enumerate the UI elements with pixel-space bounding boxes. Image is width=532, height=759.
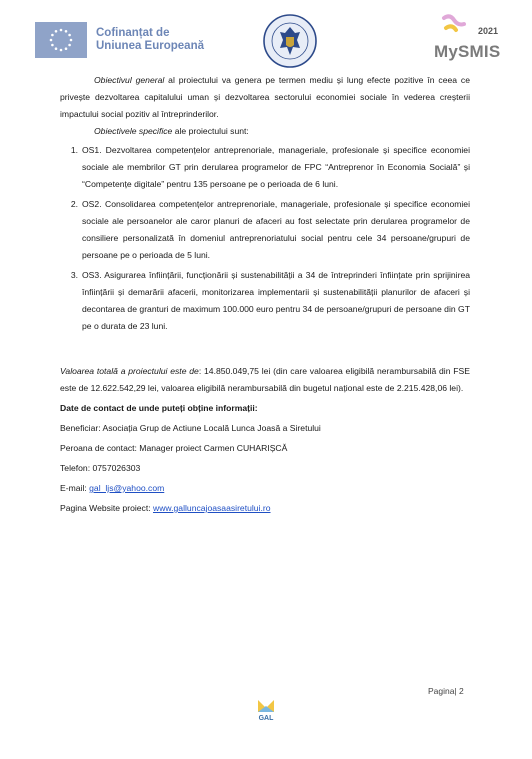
list-item — [60, 142, 470, 193]
list-item — [60, 196, 470, 264]
objectives-list — [60, 142, 470, 335]
project-value-paragraph — [60, 363, 470, 397]
document-body — [60, 72, 470, 517]
gal-logo — [253, 696, 279, 726]
eu-text-line2: Uniunea Europeană — [96, 40, 204, 52]
list-item-text: OS1. Dezvoltarea competențelor antreprenoriale, manageriale, profesionale și specifice economiei sociale ale membrilor GT prin derularea programelor de FPC “Antreprenor în Economia Socială” și “Competențe digitale” pentru 135 persoane pe o perioada de 6 luni. — [82, 145, 470, 189]
contact-beneficiary: Beneficiar: Asociația Grup de Actiune Locală Lunca Joasă a Siretului — [60, 423, 321, 433]
contact-website-label: Pagina Website proiect: — [60, 503, 153, 513]
gal-logo-text: GAL — [258, 715, 274, 722]
email-link[interactable]: gal_ljs@yahoo.com — [89, 483, 165, 493]
eu-flag-icon — [35, 22, 87, 58]
general-objective-text: al proiectului va genera pe termen mediu și lung efecte pozitive în ceea ce privește dezvoltarea capitalului uman și dezvoltarea sectorului economiei sociale în vederea creșterii impactului social pozitiv al întreprinderilor. — [60, 75, 470, 119]
eu-cofinancing-logo — [35, 22, 204, 58]
page-number: Pagina| 2 — [428, 686, 464, 696]
document-header — [0, 0, 532, 70]
list-item-text: OS2. Consolidarea competențelor antreprenoriale, manageriale, profesionale și specifice economiei sociale ale persoanelor ale caror planuri de afaceri au fost selectate prin derularea programelor de consiliere personalizată în domeniul antreprenoriatului social pentru cele 34 persoane/grupuri de persoane pe o perioada de 5 luni. — [82, 199, 470, 260]
general-objective-label: Obiectivul general — [94, 75, 165, 85]
specific-objectives-label: Obiectivele specifice — [94, 126, 173, 136]
eu-text — [96, 27, 204, 53]
mysmis-year: 2021 — [477, 26, 498, 36]
contact-phone: Telefon: 0757026303 — [60, 463, 141, 473]
project-value-text: : 14.850.049,75 lei (din care valoarea eligibilă nerambursabilă din FSE este de 12.622.542,29 lei, valoarea eligibilă nerambursabilă din bugetul național este de 2.215.428,06 lei). — [60, 366, 470, 393]
list-item-number: 3. — [70, 270, 78, 280]
contact-heading: Date de contact de unde puteți obține informații: — [60, 403, 258, 413]
project-value-label: Valoarea totală a proiectului este de — [60, 366, 199, 376]
list-item-number: 2. — [70, 199, 78, 209]
website-link[interactable]: www.galluncajoasaasiretului.ro — [153, 503, 271, 513]
contact-website-line — [60, 500, 470, 517]
list-item — [60, 267, 470, 335]
mysmis-name: MySMIS — [434, 42, 501, 61]
eu-text-line1: Cofinanțat de — [96, 27, 170, 39]
contact-email-label: E-mail: — [60, 483, 90, 493]
mysmis-symbol-icon — [440, 14, 470, 40]
romanian-government-logo — [262, 13, 318, 69]
list-item-text: OS3. Asigurarea înființării, funcționării și sustenabilității a 34 de întreprinderi înființate prin sprijinirea înființării și demarării afacerii, monitorizarea implementarii și sustenabilității planurilor de afaceri și decontarea de granturi de maximum 100.000 euro pentru 34 de persoane/grupuri de persoane din GT pe o durata de 23 luni. — [82, 270, 470, 331]
mysmis-logo — [434, 14, 500, 66]
specific-objectives-intro — [60, 123, 470, 140]
general-objective-paragraph — [60, 72, 470, 123]
specific-objectives-text: ale proiectului sunt: — [172, 126, 249, 136]
contact-person: Peroana de contact: Manager proiect Carmen CUHARIȘCĂ — [60, 443, 288, 453]
list-item-number: 1. — [70, 145, 78, 155]
contact-email-line — [60, 480, 470, 497]
